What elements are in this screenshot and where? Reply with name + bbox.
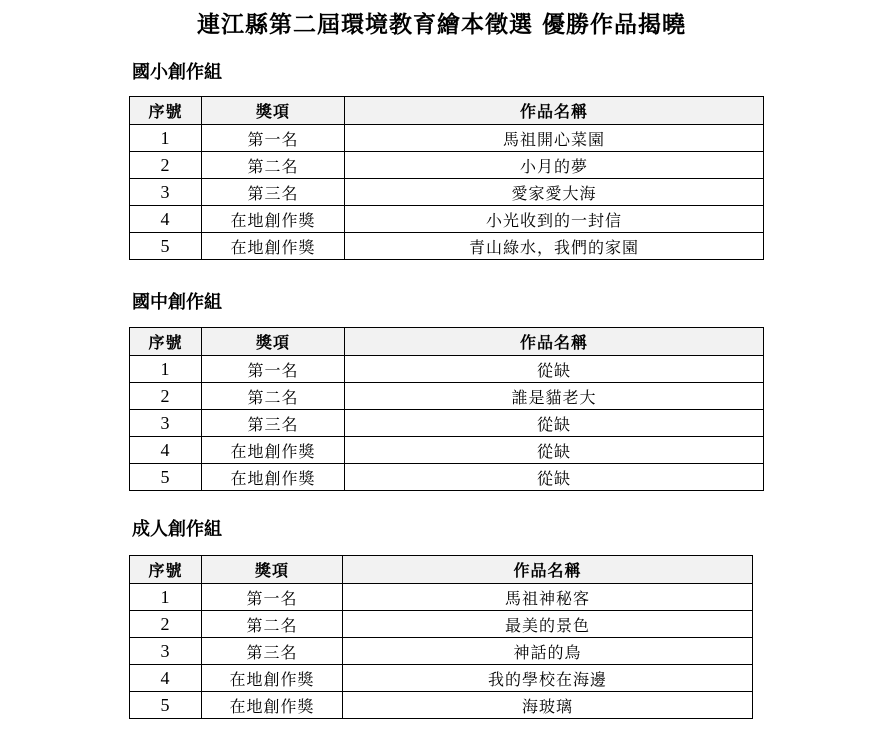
elementary-results-table (129, 96, 764, 260)
column-header-work: 作品名稱 (345, 328, 764, 356)
column-header-award: 獎項 (202, 97, 345, 125)
row-award: 在地創作獎 (202, 665, 343, 692)
row-work-title: 馬祖神秘客 (343, 584, 753, 611)
row-award: 第三名 (202, 638, 343, 665)
table-row (130, 152, 764, 179)
row-number: 3 (130, 638, 202, 665)
row-work-title: 從缺 (345, 356, 764, 383)
table-row (130, 356, 764, 383)
table-row (130, 638, 753, 665)
row-number: 2 (130, 383, 202, 410)
row-work-title: 從缺 (345, 410, 764, 437)
table-row (130, 125, 764, 152)
row-number: 1 (130, 584, 202, 611)
row-number: 5 (130, 464, 202, 491)
row-work-title: 從缺 (345, 464, 764, 491)
row-number: 5 (130, 233, 202, 260)
column-header-number: 序號 (130, 556, 202, 584)
row-number: 1 (130, 356, 202, 383)
table-row (130, 692, 753, 719)
row-work-title: 我的學校在海邊 (343, 665, 753, 692)
row-award: 在地創作獎 (202, 437, 345, 464)
table-header-row (130, 556, 753, 584)
column-header-number: 序號 (130, 97, 202, 125)
table-row (130, 611, 753, 638)
row-number: 2 (130, 611, 202, 638)
column-header-award: 獎項 (202, 556, 343, 584)
page-title: 連江縣第二屆環境教育繪本徵選 優勝作品揭曉 (196, 11, 686, 38)
table-row (130, 206, 764, 233)
table-row (130, 437, 764, 464)
row-award: 第三名 (202, 410, 345, 437)
row-award: 在地創作獎 (202, 692, 343, 719)
table-row (130, 464, 764, 491)
junior-high-results-table (129, 327, 764, 491)
row-award: 第二名 (202, 152, 345, 179)
row-work-title: 從缺 (345, 437, 764, 464)
row-number: 1 (130, 125, 202, 152)
row-award: 第一名 (202, 356, 345, 383)
table-row (130, 233, 764, 260)
row-work-title: 誰是貓老大 (345, 383, 764, 410)
row-award: 第一名 (202, 125, 345, 152)
table-row (130, 665, 753, 692)
row-number: 2 (130, 152, 202, 179)
row-work-title: 馬祖開心菜園 (345, 125, 764, 152)
table-header-row (130, 97, 764, 125)
row-work-title: 小光收到的一封信 (345, 206, 764, 233)
row-number: 4 (130, 665, 202, 692)
section-heading-adult: 成人創作組 (132, 519, 222, 540)
row-number: 3 (130, 179, 202, 206)
row-work-title: 青山綠水，我們的家園 (345, 233, 764, 260)
row-work-title: 海玻璃 (343, 692, 753, 719)
adult-results-table (129, 555, 753, 719)
row-work-title: 小月的夢 (345, 152, 764, 179)
table-header-row (130, 328, 764, 356)
column-header-work: 作品名稱 (343, 556, 753, 584)
table-row (130, 584, 753, 611)
row-award: 在地創作獎 (202, 464, 345, 491)
row-award: 第一名 (202, 584, 343, 611)
row-work-title: 愛家愛大海 (345, 179, 764, 206)
table-row (130, 383, 764, 410)
row-award: 第二名 (202, 383, 345, 410)
column-header-award: 獎項 (202, 328, 345, 356)
row-number: 4 (130, 437, 202, 464)
row-award: 在地創作獎 (202, 206, 345, 233)
row-number: 4 (130, 206, 202, 233)
row-award: 第二名 (202, 611, 343, 638)
row-number: 3 (130, 410, 202, 437)
section-heading-elementary: 國小創作組 (132, 62, 222, 83)
table-row (130, 179, 764, 206)
row-award: 在地創作獎 (202, 233, 345, 260)
table-row (130, 410, 764, 437)
row-award: 第三名 (202, 179, 345, 206)
row-work-title: 神話的鳥 (343, 638, 753, 665)
column-header-number: 序號 (130, 328, 202, 356)
section-heading-junior-high: 國中創作組 (132, 292, 222, 313)
column-header-work: 作品名稱 (345, 97, 764, 125)
row-number: 5 (130, 692, 202, 719)
row-work-title: 最美的景色 (343, 611, 753, 638)
